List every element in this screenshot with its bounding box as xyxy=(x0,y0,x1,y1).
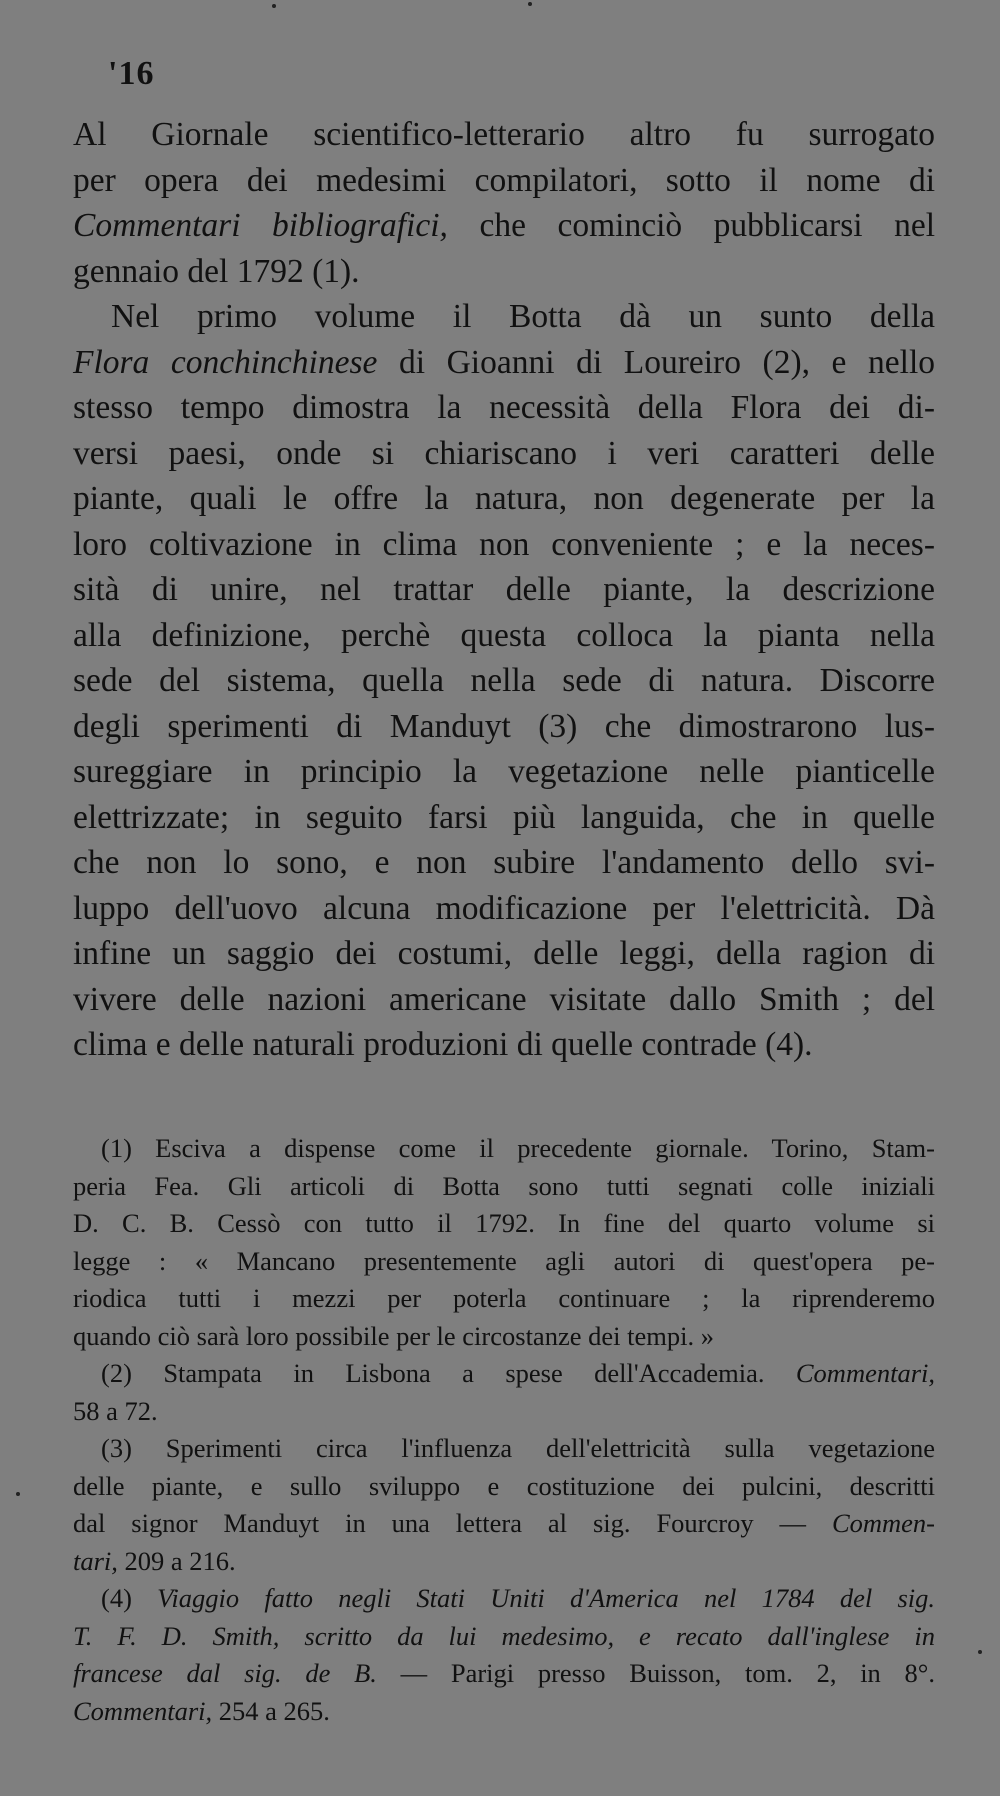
footnote-line xyxy=(73,1580,935,1618)
footnote-line xyxy=(73,1318,935,1356)
text-line xyxy=(73,1022,935,1068)
text-line xyxy=(73,931,935,977)
text-segment: vivere delle nazioni americane visitate dallo Smith ; del xyxy=(73,980,935,1018)
italic-text: Viaggio fatto negli Stati Uniti d'America nel 1784 del sig. xyxy=(157,1583,935,1613)
text-line xyxy=(73,112,935,158)
text-segment: per opera dei medesimi compilatori, sotto il nome di xyxy=(73,161,935,199)
footnote-line xyxy=(73,1355,935,1393)
scan-speck xyxy=(16,1492,20,1496)
footnote-line xyxy=(73,1280,935,1318)
text-segment: (2) Stampata in Lisbona a spese dell'Accademia. xyxy=(101,1358,796,1388)
text-segment: clima e delle naturali produzioni di quelle contrade (4). xyxy=(73,1026,813,1063)
text-segment: alla definizione, perchè questa colloca la pianta nella xyxy=(73,616,935,654)
text-line xyxy=(73,385,935,431)
footnotes xyxy=(73,1130,935,1730)
text-line xyxy=(73,977,935,1023)
page-number: '16 xyxy=(108,55,155,92)
text-line xyxy=(73,340,935,386)
text-segment: piante, quali le offre la natura, non degenerate per la xyxy=(73,480,935,517)
text-segment: riodica tutti i mezzi per poterla continuare ; la riprenderemo xyxy=(73,1283,935,1313)
text-segment: (4) xyxy=(101,1583,158,1613)
text-line xyxy=(73,158,935,204)
text-segment: stesso tempo dimostra la necessità della Flora dei di- xyxy=(73,389,935,426)
footnote-line xyxy=(73,1543,935,1581)
text-line xyxy=(73,704,935,750)
text-segment: (1) Esciva a dispense come il precedente giornale. Torino, Stam- xyxy=(101,1133,935,1163)
text-segment: sità di unire, nel trattar delle piante, la descrizione xyxy=(73,571,935,608)
text-line xyxy=(73,522,935,568)
text-segment: sede del sistema, quella nella sede di natura. Discorre xyxy=(73,662,935,699)
text-segment: che non lo sono, e non subire l'andamento dello svi- xyxy=(73,844,935,881)
text-segment: di Gioanni di Loureiro (2), e nello xyxy=(377,343,935,381)
italic-text: tari, xyxy=(73,1545,118,1576)
footnote-line xyxy=(73,1693,935,1731)
italic-text: francese dal sig. de B. xyxy=(73,1658,377,1688)
text-line xyxy=(73,249,935,295)
footnote-line xyxy=(73,1205,935,1243)
text-line xyxy=(73,840,935,886)
text-line xyxy=(73,658,935,704)
text-segment: (3) Sperimenti circa l'influenza dell'elettricità sulla vegetazione xyxy=(101,1433,935,1463)
text-line xyxy=(73,567,935,613)
text-line xyxy=(73,886,935,932)
text-segment: delle piante, e sullo sviluppo e costituzione dei pulcini, descritti xyxy=(73,1470,935,1501)
text-segment: degli sperimenti di Manduyt (3) che dimostrarono lus- xyxy=(73,707,935,745)
text-line xyxy=(73,294,935,340)
italic-text: Commen- xyxy=(831,1508,935,1538)
italic-text: Commentari bibliografici, xyxy=(73,207,448,244)
text-segment: loro coltivazione in clima non conveniente ; e la neces- xyxy=(73,525,935,563)
scan-speck xyxy=(978,1650,982,1654)
footnote-line xyxy=(73,1168,935,1206)
text-line xyxy=(73,476,935,522)
footnote-line xyxy=(73,1618,935,1656)
footnote-line xyxy=(73,1468,935,1506)
scan-speck xyxy=(272,4,276,8)
text-line xyxy=(73,749,935,795)
text-line xyxy=(73,203,935,249)
footnote-line xyxy=(73,1130,935,1168)
text-segment: elettrizzate; in seguito farsi più languida, che in quelle xyxy=(73,798,935,836)
text-line xyxy=(73,795,935,841)
text-segment: dal signor Manduyt in una lettera al sig. Fourcroy — xyxy=(73,1508,832,1538)
main-text xyxy=(73,112,935,1068)
text-segment: 58 a 72. xyxy=(73,1395,158,1426)
scan-speck xyxy=(528,2,532,6)
text-segment: Nel primo volume il Botta dà un sunto della xyxy=(111,298,935,335)
text-segment: versi paesi, onde si chiariscano i veri caratteri delle xyxy=(73,434,935,472)
text-segment: sureggiare in principio la vegetazione nelle pianticelle xyxy=(73,753,935,790)
italic-text: Flora conchinchinese xyxy=(73,343,378,381)
text-segment: Al Giornale scientifico-letterario altro fu surrogato xyxy=(73,116,935,153)
text-segment: gennaio del 1792 (1). xyxy=(73,252,360,290)
footnote-line xyxy=(73,1655,935,1693)
text-segment: 209 a 216. xyxy=(117,1545,236,1576)
footnote-line xyxy=(73,1393,935,1431)
text-line xyxy=(73,613,935,659)
italic-text: Commentari, xyxy=(795,1358,935,1388)
text-segment: che cominciò pubblicarsi nel xyxy=(447,207,935,244)
text-segment: quando ciò sarà loro possibile per le circostanze dei tempi. » xyxy=(73,1320,714,1351)
footnote-line xyxy=(73,1430,935,1468)
italic-text: T. F. D. Smith, scritto da lui medesimo, e recato dall'inglese in xyxy=(73,1620,935,1651)
text-segment: legge : « Mancano presentemente agli autori di quest'opera pe- xyxy=(73,1245,935,1276)
text-segment: peria Fea. Gli articoli di Botta sono tutti segnati colle iniziali xyxy=(73,1170,935,1201)
text-segment: 254 a 265. xyxy=(212,1695,330,1726)
text-segment: — Parigi presso Buisson, tom. 2, in 8°. xyxy=(376,1658,935,1688)
text-line xyxy=(73,431,935,477)
italic-text: Commentari, xyxy=(73,1695,213,1726)
text-segment: luppo dell'uovo alcuna modificazione per l'elettricità. Dà xyxy=(73,889,935,927)
footnote-line xyxy=(73,1505,935,1543)
text-segment: infine un saggio dei costumi, delle leggi, della ragion di xyxy=(73,935,935,972)
text-segment: D. C. B. Cessò con tutto il 1792. In fine del quarto volume si xyxy=(73,1208,935,1238)
footnote-line xyxy=(73,1243,935,1281)
